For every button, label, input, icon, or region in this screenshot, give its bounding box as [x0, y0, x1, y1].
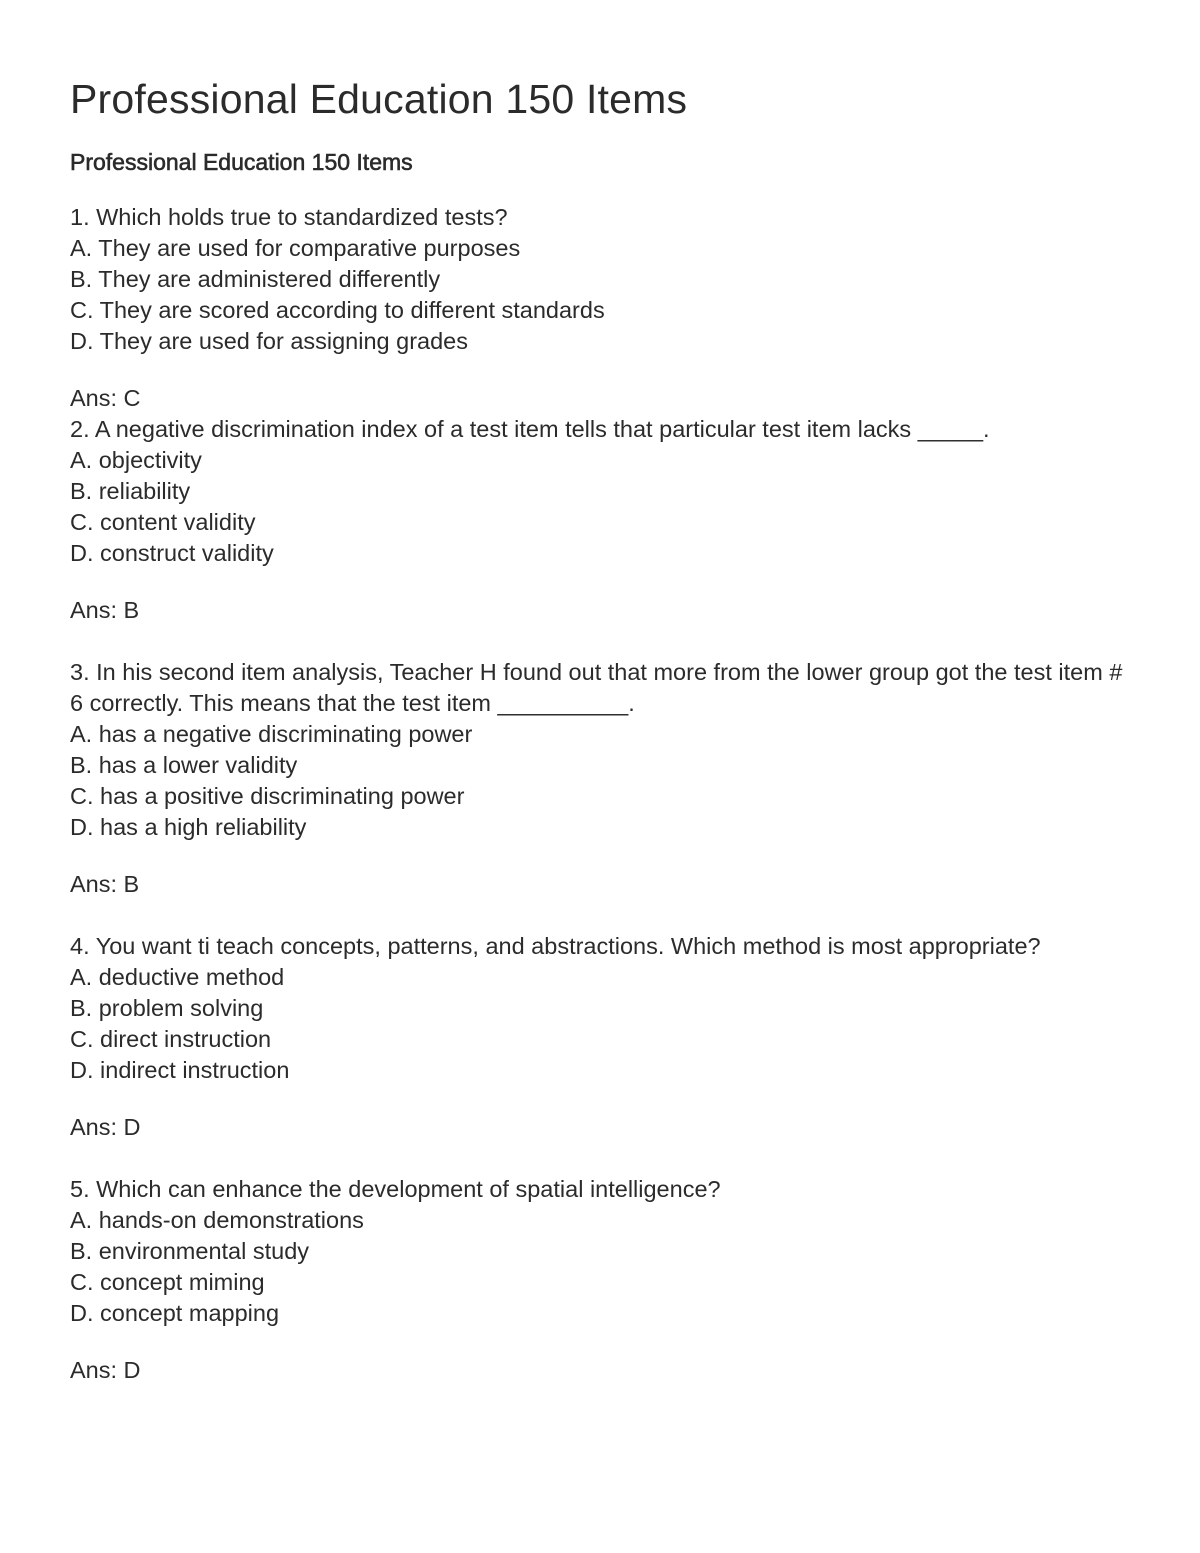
- document-subtitle: Professional Education 150 Items: [70, 149, 413, 175]
- answer-option: C. has a positive discriminating power: [70, 783, 465, 809]
- answer-option: B. has a lower validity: [70, 752, 298, 778]
- answer-option: C. direct instruction: [70, 1026, 272, 1052]
- answer-option: D. construct validity: [70, 540, 274, 566]
- question-stem: 4. You want ti teach concepts, patterns, and abstractions. Which method is most appropriate?: [70, 933, 1041, 959]
- answer-option: C. content validity: [70, 509, 256, 535]
- answer-option: A. has a negative discriminating power: [70, 721, 473, 747]
- spacer: [70, 1143, 1140, 1174]
- question-block: [70, 1174, 1140, 1386]
- answer-option: A. objectivity: [70, 447, 202, 473]
- answer-key: Ans: D: [70, 1357, 141, 1383]
- answer-option: B. problem solving: [70, 995, 264, 1021]
- question-stem: 3. In his second item analysis, Teacher H found out that more from the lower group got the test item # 6 correctly. This means that the test item __________.: [70, 659, 1129, 716]
- question-stem: 1. Which holds true to standardized tests?: [70, 204, 508, 230]
- question-stem: 5. Which can enhance the development of spatial intelligence?: [70, 1176, 721, 1202]
- question-block: [70, 202, 1140, 414]
- answer-key: Ans: C: [70, 385, 141, 411]
- document-title: Professional Education 150 Items: [70, 76, 688, 122]
- answer-option: C. concept miming: [70, 1269, 265, 1295]
- question-stem: 2. A negative discrimination index of a test item tells that particular test item lacks _____.: [70, 416, 990, 442]
- question-block: [70, 657, 1140, 900]
- spacer: [70, 900, 1140, 931]
- question-block: [70, 414, 1140, 626]
- answer-option: A. hands-on demonstrations: [70, 1207, 364, 1233]
- question-block: [70, 931, 1140, 1143]
- document-page: [70, 72, 1140, 1386]
- answer-option: A. They are used for comparative purposes: [70, 235, 521, 261]
- answer-option: D. They are used for assigning grades: [70, 328, 468, 354]
- answer-key: Ans: D: [70, 1114, 141, 1140]
- answer-key: Ans: B: [70, 597, 140, 623]
- answer-option: D. indirect instruction: [70, 1057, 290, 1083]
- answer-option: B. They are administered differently: [70, 266, 441, 292]
- spacer: [70, 626, 1140, 657]
- answer-option: D. has a high reliability: [70, 814, 307, 840]
- answer-key: Ans: B: [70, 871, 140, 897]
- answer-option: B. environmental study: [70, 1238, 310, 1264]
- answer-option: D. concept mapping: [70, 1300, 280, 1326]
- answer-option: C. They are scored according to different standards: [70, 297, 605, 323]
- answer-option: B. reliability: [70, 478, 191, 504]
- answer-option: A. deductive method: [70, 964, 285, 990]
